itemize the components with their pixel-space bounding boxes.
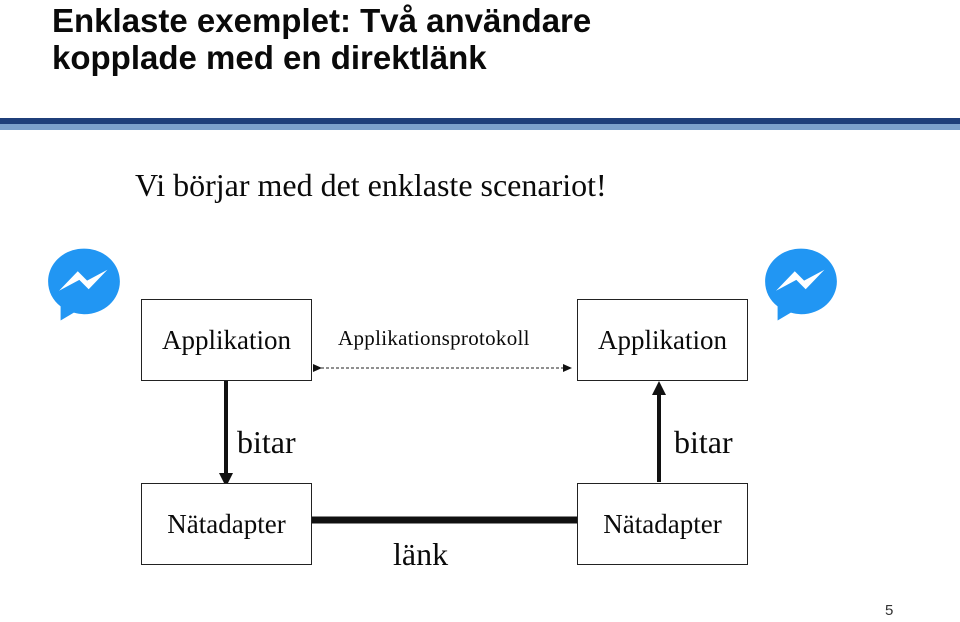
slide-subtitle: Vi börjar med det enklaste scenariot! xyxy=(135,167,607,203)
right-bits-arrowhead xyxy=(652,381,666,395)
right-application-label: Applikation xyxy=(598,324,727,355)
right-network-adapter-label: Nätadapter xyxy=(603,508,722,539)
link-label: länk xyxy=(393,536,449,572)
right-network-adapter-box xyxy=(577,483,748,565)
left-network-adapter-box xyxy=(141,483,312,565)
slide-title-line1: Enklaste exemplet: Två användare xyxy=(52,2,592,39)
left-application-box xyxy=(141,299,312,381)
page-number: 5 xyxy=(885,602,894,619)
slide-title xyxy=(52,2,932,76)
slide-title-line2: kopplade med en direktlänk xyxy=(52,39,487,76)
title-rule-light xyxy=(0,124,960,130)
messenger-icon xyxy=(45,244,123,322)
left-network-adapter-label: Nätadapter xyxy=(167,508,286,539)
protocol-label: Applikationsprotokoll xyxy=(338,326,530,350)
left-application-label: Applikation xyxy=(162,324,291,355)
left-bits-label: bitar xyxy=(237,424,296,460)
right-application-box xyxy=(577,299,748,381)
right-bits-label: bitar xyxy=(674,424,733,460)
messenger-icon xyxy=(762,244,840,322)
